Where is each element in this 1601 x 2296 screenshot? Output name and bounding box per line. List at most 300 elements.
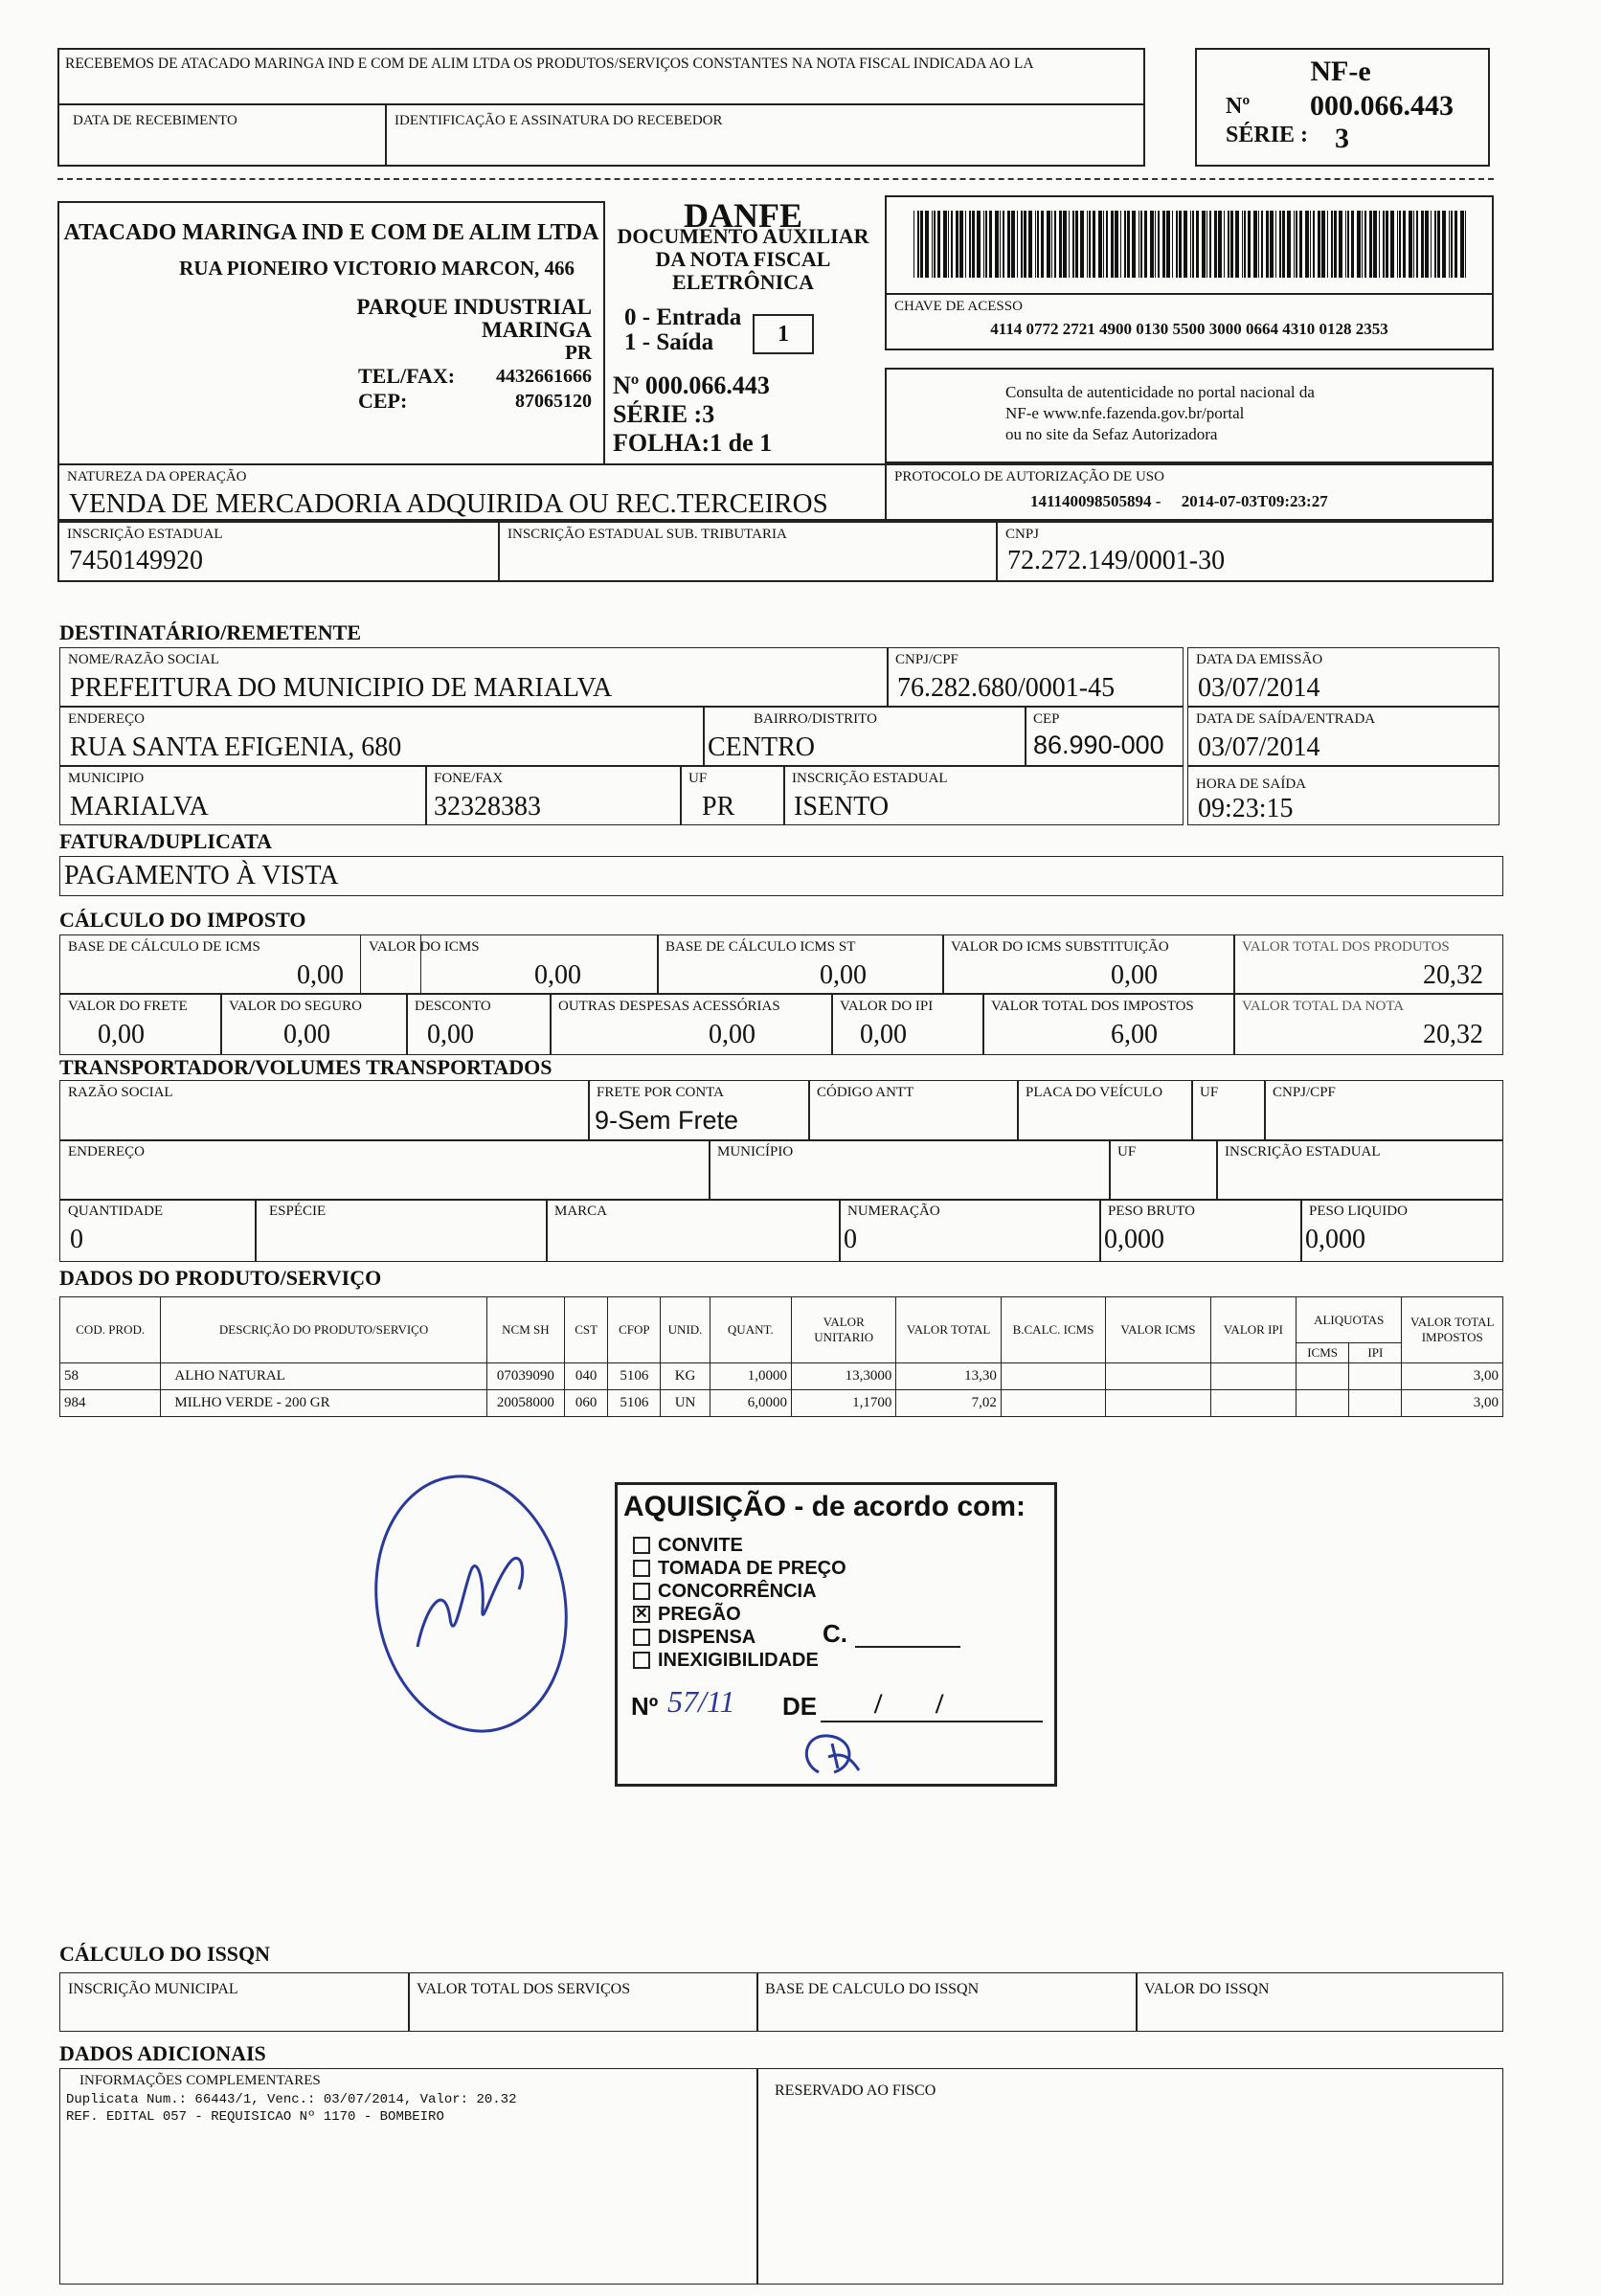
barcode-bar: [1120, 211, 1121, 278]
col-vtotal: VALOR TOTAL: [896, 1297, 1001, 1363]
additional-section-title: DADOS ADICIONAIS: [59, 2041, 266, 2065]
barcode-bar: [1184, 211, 1187, 278]
receipt-nfe-box: [1195, 48, 1490, 167]
barcode-bar: [1206, 211, 1207, 278]
barcode-bar: [1021, 211, 1023, 278]
cell-cst: 060: [565, 1390, 608, 1417]
receipt-series-label: SÉRIE :: [1226, 123, 1309, 147]
barcode-bar: [1310, 211, 1311, 278]
cell-desc: ALHO NATURAL: [161, 1363, 486, 1390]
stamp-option-label: INEXIGIBILIDADE: [658, 1650, 819, 1671]
table-row: [60, 1363, 1503, 1390]
cell-cfop: 5106: [608, 1390, 661, 1417]
emitter-phone-label: TEL/FAX:: [358, 364, 456, 388]
cnpj-label: CNPJ: [1005, 527, 1040, 542]
barcode-bar: [1072, 211, 1074, 278]
barcode-bar: [1228, 211, 1229, 278]
recipient-ie: ISENTO: [794, 792, 890, 822]
barcode-bar: [1390, 211, 1394, 278]
danfe-line3: ELETRÔNICA: [672, 270, 814, 294]
additional-info-cell: [59, 2068, 758, 2285]
barcode-bar: [1230, 211, 1233, 278]
recipient-exit: 03/07/2014: [1198, 732, 1320, 762]
recipient-uf-cell: [680, 766, 785, 825]
transport-frete-cell: [588, 1080, 810, 1141]
col-aliq-icms: ICMS: [1297, 1343, 1349, 1363]
barcode-bar: [1321, 211, 1325, 278]
barcode-bar: [1103, 211, 1104, 278]
barcode-bar: [1431, 211, 1432, 278]
barcode-bar: [1179, 211, 1182, 278]
tax-r2-cell-2: [406, 994, 552, 1055]
barcode-bar: [937, 211, 940, 278]
col-vipi: VALOR IPI: [1210, 1297, 1296, 1363]
barcode-bar: [1244, 211, 1246, 278]
transport-frete: 9-Sem Frete: [595, 1106, 739, 1135]
issqn-label-3: VALOR DO ISSQN: [1144, 1981, 1270, 1997]
barcode-bar: [932, 211, 933, 278]
receipt-sign-label: IDENTIFICAÇÃO E ASSINATURA DO RECEBEDOR: [395, 113, 723, 128]
recipient-city-label: MUNICIPIO: [68, 771, 145, 786]
barcode-bar: [1192, 211, 1194, 278]
cell-desc: MILHO VERDE - 200 GR: [161, 1390, 486, 1417]
transport-uf-cell: [1191, 1080, 1266, 1141]
tax-r1-value-2: 0,00: [820, 960, 867, 990]
barcode-bar: [1305, 211, 1309, 278]
barcode-bar: [1190, 211, 1191, 278]
operation-box: [57, 463, 887, 521]
col-vtrib: VALOR TOTAL IMPOSTOS: [1402, 1297, 1503, 1363]
transport-city-label: MUNICÍPIO: [717, 1144, 794, 1159]
checkbox-4: [633, 1629, 650, 1646]
cell-unid: UN: [661, 1390, 710, 1417]
col-cfop: CFOP: [608, 1297, 661, 1363]
invoice-cell: [59, 856, 1503, 896]
barcode-bar: [1150, 211, 1154, 278]
barcode-bar: [1345, 211, 1346, 278]
barcode-bar: [965, 211, 966, 278]
recipient-phone: 32328383: [434, 792, 541, 822]
recipient-cep: 86.990-000: [1033, 731, 1164, 759]
barcode-bar: [1437, 211, 1440, 278]
barcode-bar: [1421, 211, 1424, 278]
col-bcalc: B.CALC. ICMS: [1001, 1297, 1105, 1363]
invoice-section-title: FATURA/DUPLICATA: [59, 829, 273, 853]
tax-r1-label-1: VALOR DO ICMS: [369, 939, 480, 955]
cell-ncm: 07039090: [486, 1363, 564, 1390]
transport-species-label: ESPÉCIE: [269, 1204, 327, 1219]
transport-brand-label: MARCA: [554, 1204, 608, 1219]
barcode-bar: [1098, 211, 1102, 278]
ie-value: 7450149920: [69, 546, 203, 575]
barcode-bar: [1224, 211, 1225, 278]
barcode-bar: [1379, 211, 1380, 278]
recipient-ie-label: INSCRIÇÃO ESTADUAL: [792, 771, 948, 786]
barcode-bar: [1248, 211, 1251, 278]
transport-uf2-cell: [1109, 1139, 1218, 1201]
checkbox-2: [633, 1583, 650, 1600]
tax-r1-value-3: 0,00: [1111, 960, 1158, 990]
issqn-cell-2: [756, 1972, 1138, 2032]
stamp-option-label: TOMADA DE PREÇO: [658, 1558, 846, 1579]
recipient-cnpj: 76.282.680/0001-45: [897, 673, 1116, 703]
barcode-bar: [1035, 211, 1036, 278]
recipient-emission: 03/07/2014: [1198, 673, 1320, 703]
cell-vunit: 13,3000: [791, 1363, 895, 1390]
barcode-bar: [1416, 211, 1418, 278]
barcode-bar: [1007, 211, 1010, 278]
barcode-bar: [1449, 211, 1450, 278]
receipt-date-label: DATA DE RECEBIMENTO: [73, 113, 237, 128]
recipient-uf: PR: [702, 792, 735, 822]
barcode-bar: [1172, 211, 1173, 278]
barcode-bar: [1357, 211, 1361, 278]
tax-r1-value-1: 0,00: [534, 960, 581, 990]
emitter-state: PR: [565, 341, 592, 364]
barcode-bar: [1000, 211, 1001, 278]
barcode-bar: [1115, 211, 1118, 278]
issqn-section-title: CÁLCULO DO ISSQN: [59, 1942, 271, 1966]
barcode-bar: [913, 211, 914, 278]
barcode-bar: [1460, 211, 1464, 278]
acquisition-stamp: [615, 1482, 1057, 1787]
ie-label: INSCRIÇÃO ESTADUAL: [67, 527, 223, 542]
emitter-street: RUA PIONEIRO VICTORIO MARCON, 466: [179, 257, 575, 280]
tax-r1-value-0: 0,00: [297, 960, 344, 990]
cell-vicms: [1106, 1363, 1210, 1390]
barcode-bar: [1296, 211, 1297, 278]
issqn-label-1: VALOR TOTAL DOS SERVIÇOS: [417, 1981, 631, 1997]
tax-r2-label-6: VALOR TOTAL DA NOTA: [1242, 999, 1405, 1014]
emitter-name: ATACADO MARINGA IND E COM DE ALIM LTDA: [63, 220, 599, 245]
tax-r2-label-5: VALOR TOTAL DOS IMPOSTOS: [991, 999, 1194, 1014]
barcode-bar: [1442, 211, 1446, 278]
transport-gross-cell: [1099, 1199, 1302, 1262]
barcode-bar: [1162, 211, 1165, 278]
transport-cnpj-label: CNPJ/CPF: [1273, 1085, 1336, 1100]
emitter-box: [57, 201, 605, 465]
col-desc: DESCRIÇÃO DO PRODUTO/SERVIÇO: [161, 1297, 486, 1363]
transport-cnpj-cell: [1264, 1080, 1503, 1141]
barcode-bar: [1158, 211, 1160, 278]
danfe-type-box: 1: [753, 314, 814, 354]
barcode-bar: [969, 211, 971, 278]
recipient-phone-cell: [425, 766, 682, 825]
barcode-bar: [1087, 211, 1088, 278]
barcode-bar: [1287, 211, 1291, 278]
tax-r1-cell-4: [1233, 934, 1503, 994]
barcode-bar: [1383, 211, 1385, 278]
recipient-city: MARIALVA: [70, 792, 209, 822]
barcode-bar: [1299, 211, 1302, 278]
barcode-bar: [1275, 211, 1276, 278]
barcode-bar: [1132, 211, 1136, 278]
recipient-address: RUA SANTA EFIGENIA, 680: [70, 732, 402, 762]
barcode-bar: [1386, 211, 1388, 278]
col-cod: COD. PROD.: [60, 1297, 161, 1363]
recipient-name-label: NOME/RAZÃO SOCIAL: [68, 652, 219, 667]
consult-line2: NF-e www.nfe.fazenda.gov.br/portal: [1005, 404, 1245, 422]
invoice-value: PAGAMENTO À VISTA: [64, 861, 339, 890]
transport-placa-label: PLACA DO VEÍCULO: [1026, 1085, 1163, 1100]
transport-net-cell: [1300, 1199, 1503, 1262]
cell-vipi: [1210, 1390, 1296, 1417]
ie-st-box: [498, 521, 998, 582]
tax-r2-cell-1: [220, 994, 408, 1055]
cell-aipi: [1349, 1390, 1402, 1417]
danfe-title: DANFE: [684, 196, 802, 235]
barcode-bar: [1351, 211, 1354, 278]
barcode-bar: [1242, 211, 1243, 278]
recipient-time-cell: [1187, 766, 1500, 825]
transport-net: 0,000: [1305, 1225, 1365, 1254]
issqn-cell-1: [408, 1972, 758, 2032]
barcode-bar: [1024, 211, 1026, 278]
barcode-bar: [1294, 211, 1295, 278]
recipient-cnpj-label: CNPJ/CPF: [895, 652, 958, 667]
barcode-bar: [1059, 211, 1062, 278]
barcode-bar: [1041, 211, 1044, 278]
barcode-bar: [1347, 211, 1349, 278]
tax-r1-label-3: VALOR DO ICMS SUBSTITUIÇÃO: [951, 939, 1169, 955]
transport-placa-cell: [1017, 1080, 1193, 1141]
col-aliq: ALIQUOTAS: [1297, 1297, 1402, 1343]
stamp-number-prefix: Nº: [631, 1692, 659, 1721]
tax-r2-cell-6: [1233, 994, 1503, 1055]
transport-species-cell: [255, 1199, 548, 1262]
cell-vtotal: 13,30: [896, 1363, 1001, 1390]
barcode-bar: [1331, 211, 1333, 278]
ie-st-label: INSCRIÇÃO ESTADUAL SUB. TRIBUTARIA: [507, 527, 787, 542]
stamp-option-label: CONVITE: [658, 1535, 743, 1556]
cell-vtotal: 7,02: [896, 1390, 1001, 1417]
recipient-uf-label: UF: [688, 771, 708, 786]
barcode-bar: [1327, 211, 1328, 278]
additional-info-line1: Duplicata Num.: 66443/1, Venc.: 03/07/2014, Valor: 20.32: [66, 2092, 517, 2107]
recipient-name-cell: [59, 647, 889, 707]
cnpj-value: 72.272.149/0001-30: [1007, 546, 1226, 575]
transport-razao-cell: [59, 1080, 590, 1141]
barcode-bar: [956, 211, 958, 278]
cell-bcalc: [1001, 1390, 1105, 1417]
barcode-bar: [1339, 211, 1342, 278]
transport-net-label: PESO LIQUIDO: [1309, 1204, 1408, 1219]
cell-vipi: [1210, 1363, 1296, 1390]
barcode-bar: [917, 211, 919, 278]
receipt-number: 000.066.443: [1310, 90, 1454, 122]
barcode-bar: [1434, 211, 1436, 278]
transport-address-label: ENDEREÇO: [68, 1144, 145, 1159]
transport-numbering-label: NUMERAÇÃO: [847, 1204, 940, 1219]
tax-r2-cell-5: [982, 994, 1235, 1055]
recipient-district-label: BAIRRO/DISTRITO: [754, 711, 877, 727]
recipient-cep-label: CEP: [1033, 711, 1060, 727]
recipient-address-label: ENDEREÇO: [68, 711, 145, 727]
transport-qty-label: QUANTIDADE: [68, 1204, 164, 1219]
barcode-bar: [1465, 211, 1466, 278]
barcode-box: [885, 195, 1494, 295]
cell-vunit: 1,1700: [791, 1390, 895, 1417]
stamp-c-line: [855, 1646, 960, 1648]
tax-r2-value-1: 0,00: [283, 1020, 330, 1049]
barcode-bar: [1080, 211, 1084, 278]
recipient-district-cell: [703, 707, 1026, 766]
col-unid: UNID.: [661, 1297, 710, 1363]
recipient-time-label: HORA DE SAÍDA: [1196, 777, 1307, 792]
fisco-label: RESERVADO AO FISCO: [775, 2082, 936, 2099]
barcode-bar: [1140, 211, 1142, 278]
tax-r2-label-0: VALOR DO FRETE: [68, 999, 188, 1014]
cell-cod: 58: [60, 1363, 161, 1390]
protocol-value: 141140098505894 - 2014-07-03T09:23:27: [1030, 492, 1328, 510]
danfe-exit: 1 - Saída: [624, 329, 714, 355]
recipient-time: 09:23:15: [1198, 794, 1294, 823]
transport-city-cell: [709, 1139, 1111, 1201]
barcode-bar: [943, 211, 947, 278]
checkbox-1: [633, 1560, 650, 1577]
tax-r1-label-4: VALOR TOTAL DOS PRODUTOS: [1242, 939, 1450, 955]
barcode-bar: [1214, 211, 1217, 278]
products-table: [59, 1296, 1503, 1417]
table-row: [60, 1390, 1503, 1417]
barcode-bar: [951, 211, 953, 278]
receipt-text: RECEBEMOS DE ATACADO MARINGA IND E COM DE ALIM LTDA OS PRODUTOS/SERVIÇOS CONSTANTES NA NOTA FISCAL INDICADA AO LA: [65, 56, 1034, 72]
barcode-bar: [1017, 211, 1018, 278]
barcode-bar: [1176, 211, 1178, 278]
stamp-slash-2: /: [936, 1688, 944, 1720]
protocol-box: [885, 463, 1494, 521]
tax-r1-cell-3: [942, 934, 1235, 994]
cell-quant: 6,0000: [710, 1390, 791, 1417]
cell-unid: KG: [661, 1363, 710, 1390]
operation-label: NATUREZA DA OPERAÇÃO: [67, 469, 247, 484]
transport-section-title: TRANSPORTADOR/VOLUMES TRANSPORTADOS: [59, 1055, 552, 1079]
stamp-option-label: CONCORRÊNCIA: [658, 1581, 817, 1602]
barcode-bar: [1196, 211, 1199, 278]
barcode-bar: [1235, 211, 1239, 278]
stamp-c-label: C.: [823, 1619, 847, 1648]
transport-uf2-label: UF: [1117, 1144, 1137, 1159]
barcode-bar: [1063, 211, 1067, 278]
additional-info-label: INFORMAÇÕES COMPLEMENTARES: [79, 2073, 321, 2088]
ie-box: [57, 521, 500, 582]
transport-gross: 0,000: [1104, 1225, 1164, 1254]
transport-address-cell: [59, 1139, 710, 1201]
barcode-bar: [1218, 211, 1222, 278]
tax-r2-value-4: 0,00: [860, 1020, 907, 1049]
recipient-exit-label: DATA DE SAÍDA/ENTRADA: [1196, 711, 1376, 727]
transport-uf-label: UF: [1200, 1085, 1219, 1100]
transport-antt-cell: [808, 1080, 1019, 1141]
stamp-initials: [790, 1724, 876, 1782]
stamp-option-label: PREGÃO: [658, 1604, 741, 1625]
checkbox-5: [633, 1652, 650, 1669]
tax-r2-label-3: OUTRAS DESPESAS ACESSÓRIAS: [558, 999, 780, 1014]
cut-line: [57, 178, 1494, 180]
barcode-bar: [1202, 211, 1206, 278]
access-key-box: [885, 293, 1494, 350]
tax-r2-cell-4: [831, 994, 984, 1055]
transport-ie-cell: [1216, 1139, 1503, 1201]
barcode-bar: [983, 211, 984, 278]
barcode-bar: [1028, 211, 1032, 278]
receipt-stub: [57, 48, 1145, 167]
tax-r2-value-5: 6,00: [1111, 1020, 1158, 1049]
barcode-bar: [1270, 211, 1274, 278]
tax-r1-label-2: BASE DE CÁLCULO ICMS ST: [665, 939, 856, 955]
barcode-bar: [1111, 211, 1114, 278]
stamp-de-label: DE: [782, 1692, 818, 1721]
col-vicms: VALOR ICMS: [1106, 1297, 1210, 1363]
cell-cfop: 5106: [608, 1363, 661, 1390]
barcode-bar: [1093, 211, 1095, 278]
stamp-title: AQUISIÇÃO - de acordo com:: [623, 1491, 1026, 1522]
cell-vicms: [1106, 1390, 1210, 1417]
transport-frete-label: FRETE POR CONTA: [597, 1085, 724, 1100]
col-quant: QUANT.: [710, 1297, 791, 1363]
protocol-label: PROTOCOLO DE AUTORIZAÇÃO DE USO: [894, 469, 1164, 484]
tax-r2-label-4: VALOR DO IPI: [840, 999, 934, 1014]
tax-r2-label-1: VALOR DO SEGURO: [229, 999, 362, 1014]
access-key-value: 4114 0772 2721 4900 0130 5500 3000 0664 4310 0128 2353: [990, 320, 1388, 338]
barcode-bar: [1051, 211, 1052, 278]
recipient-cep-cell: [1025, 707, 1184, 766]
consult-line1: Consulta de autenticidade no portal nacional da: [1005, 383, 1315, 401]
consult-line3: ou no site da Sefaz Autorizadora: [1005, 425, 1218, 443]
barcode-bar: [1261, 211, 1263, 278]
recipient-emission-label: DATA DA EMISSÃO: [1196, 652, 1323, 667]
transport-razao-label: RAZÃO SOCIAL: [68, 1085, 173, 1100]
barcode-bar: [972, 211, 975, 278]
transport-gross-label: PESO BRUTO: [1108, 1204, 1195, 1219]
barcode-bar: [1451, 211, 1453, 278]
emitter-phone: 4432661666: [496, 366, 592, 387]
consult-box: [885, 368, 1494, 463]
emitter-cep-label: CEP:: [358, 389, 408, 413]
barcode-bar: [1369, 211, 1372, 278]
emitter-cep: 87065120: [515, 391, 592, 412]
cell-cod: 984: [60, 1390, 161, 1417]
barcode-bar: [1069, 211, 1070, 278]
barcode-bar: [1011, 211, 1015, 278]
barcode-bar: [925, 211, 929, 278]
issqn-cell-0: [59, 1972, 410, 2032]
barcode-bar: [1258, 211, 1259, 278]
recipient-emission-cell: [1187, 647, 1500, 707]
col-vunit: VALOR UNITARIO: [791, 1297, 895, 1363]
products-section-title: DADOS DO PRODUTO/SERVIÇO: [59, 1266, 382, 1290]
tax-r1-value-4: 20,32: [1423, 960, 1483, 990]
cell-aicms: [1297, 1363, 1349, 1390]
barcode-bar: [959, 211, 963, 278]
col-ncm: NCM SH: [486, 1297, 564, 1363]
barcode-bar: [1155, 211, 1156, 278]
barcode-bar: [1089, 211, 1091, 278]
stamp-option-label: DISPENSA: [658, 1627, 756, 1648]
barcode: [913, 211, 1469, 278]
barcode-bar: [920, 211, 923, 278]
barcode-bar: [995, 211, 999, 278]
barcode-bar: [1127, 211, 1130, 278]
barcode-bar: [1425, 211, 1429, 278]
barcode-bar: [985, 211, 987, 278]
recipient-address-cell: [59, 707, 705, 766]
emitter-city: MARINGA: [482, 318, 592, 342]
issqn-cell-3: [1136, 1972, 1503, 2032]
barcode-bar: [1373, 211, 1377, 278]
tax-r2-cell-0: [59, 994, 222, 1055]
barcode-bar: [1075, 211, 1078, 278]
